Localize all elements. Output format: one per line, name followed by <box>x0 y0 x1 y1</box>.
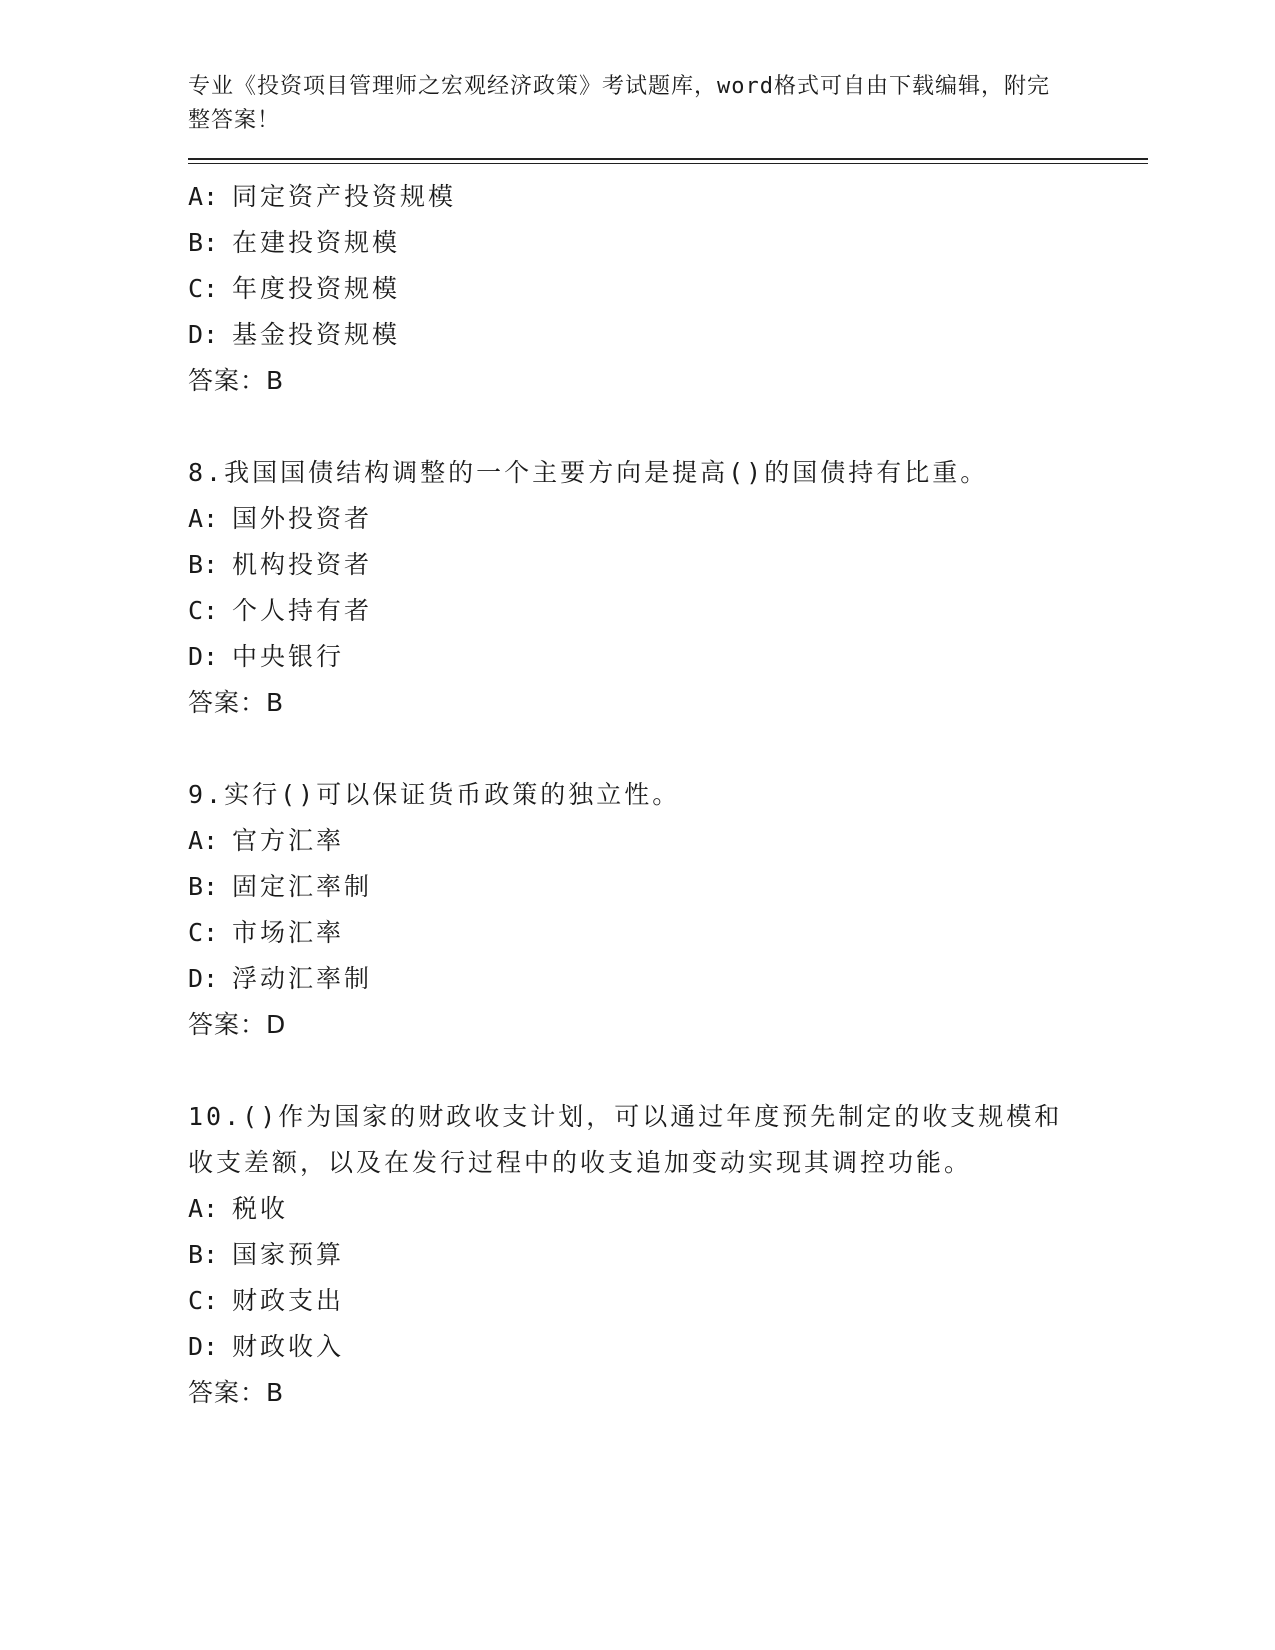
question-block-8 <box>188 450 1148 726</box>
option-key: B: <box>188 872 219 901</box>
option-b <box>188 864 1148 910</box>
option-a <box>188 1186 1148 1232</box>
option-key: C: <box>188 596 219 625</box>
option-key: D: <box>188 1332 219 1361</box>
document-header: 专业《投资项目管理师之宏观经济政策》考试题库，word格式可自由下载编辑，附完整答案！ <box>188 74 1050 133</box>
answer-line: 答案：B <box>188 1378 285 1407</box>
option-c <box>188 588 1148 634</box>
question-stem: 8.我国国债结构调整的一个主要方向是提高()的国债持有比重。 <box>188 458 989 487</box>
question-stem: 9.实行()可以保证货币政策的独立性。 <box>188 780 681 809</box>
option-b <box>188 220 1148 266</box>
option-key: C: <box>188 918 219 947</box>
option-text: 国家预算 <box>232 1240 345 1269</box>
option-key: A: <box>188 182 219 211</box>
option-key: B: <box>188 550 219 579</box>
option-text: 市场汇率 <box>232 918 345 947</box>
option-d <box>188 956 1148 1002</box>
option-text: 在建投资规模 <box>232 228 401 257</box>
option-text: 同定资产投资规模 <box>232 182 457 211</box>
option-key: C: <box>188 274 219 303</box>
option-key: D: <box>188 964 219 993</box>
option-c <box>188 1278 1148 1324</box>
option-a <box>188 818 1148 864</box>
option-text: 税收 <box>232 1194 289 1223</box>
option-key: D: <box>188 642 219 671</box>
option-text: 财政支出 <box>232 1286 345 1315</box>
option-key: B: <box>188 228 219 257</box>
header-divider <box>188 158 1148 164</box>
option-text: 机构投资者 <box>232 550 373 579</box>
option-b <box>188 542 1148 588</box>
answer-line: 答案：D <box>188 1010 287 1039</box>
option-key: A: <box>188 826 219 855</box>
option-a <box>188 174 1148 220</box>
option-text: 固定汇率制 <box>232 872 373 901</box>
answer-line: 答案：B <box>188 688 285 717</box>
option-b <box>188 1232 1148 1278</box>
option-text: 个人持有者 <box>232 596 373 625</box>
question-block-10 <box>188 1094 1148 1416</box>
option-d <box>188 634 1148 680</box>
option-key: A: <box>188 504 219 533</box>
question-block-9 <box>188 772 1148 1048</box>
option-text: 浮动汇率制 <box>232 964 373 993</box>
option-c <box>188 910 1148 956</box>
option-text: 国外投资者 <box>232 504 373 533</box>
option-key: B: <box>188 1240 219 1269</box>
option-text: 年度投资规模 <box>232 274 401 303</box>
answer-line: 答案：B <box>188 366 285 395</box>
option-key: C: <box>188 1286 219 1315</box>
document-page <box>188 70 1148 1416</box>
option-d <box>188 1324 1148 1370</box>
option-d <box>188 312 1148 358</box>
option-text: 财政收入 <box>232 1332 345 1361</box>
question-stem: 10.()作为国家的财政收支计划，可以通过年度预先制定的收支规模和收支差额，以及在发行过程中的收支追加变动实现其调控功能。 <box>188 1102 1063 1177</box>
option-text: 基金投资规模 <box>232 320 401 349</box>
option-c <box>188 266 1148 312</box>
option-text: 官方汇率 <box>232 826 345 855</box>
option-text: 中央银行 <box>232 642 345 671</box>
option-key: D: <box>188 320 219 349</box>
question-block-7 <box>188 174 1148 404</box>
option-a <box>188 496 1148 542</box>
option-key: A: <box>188 1194 219 1223</box>
